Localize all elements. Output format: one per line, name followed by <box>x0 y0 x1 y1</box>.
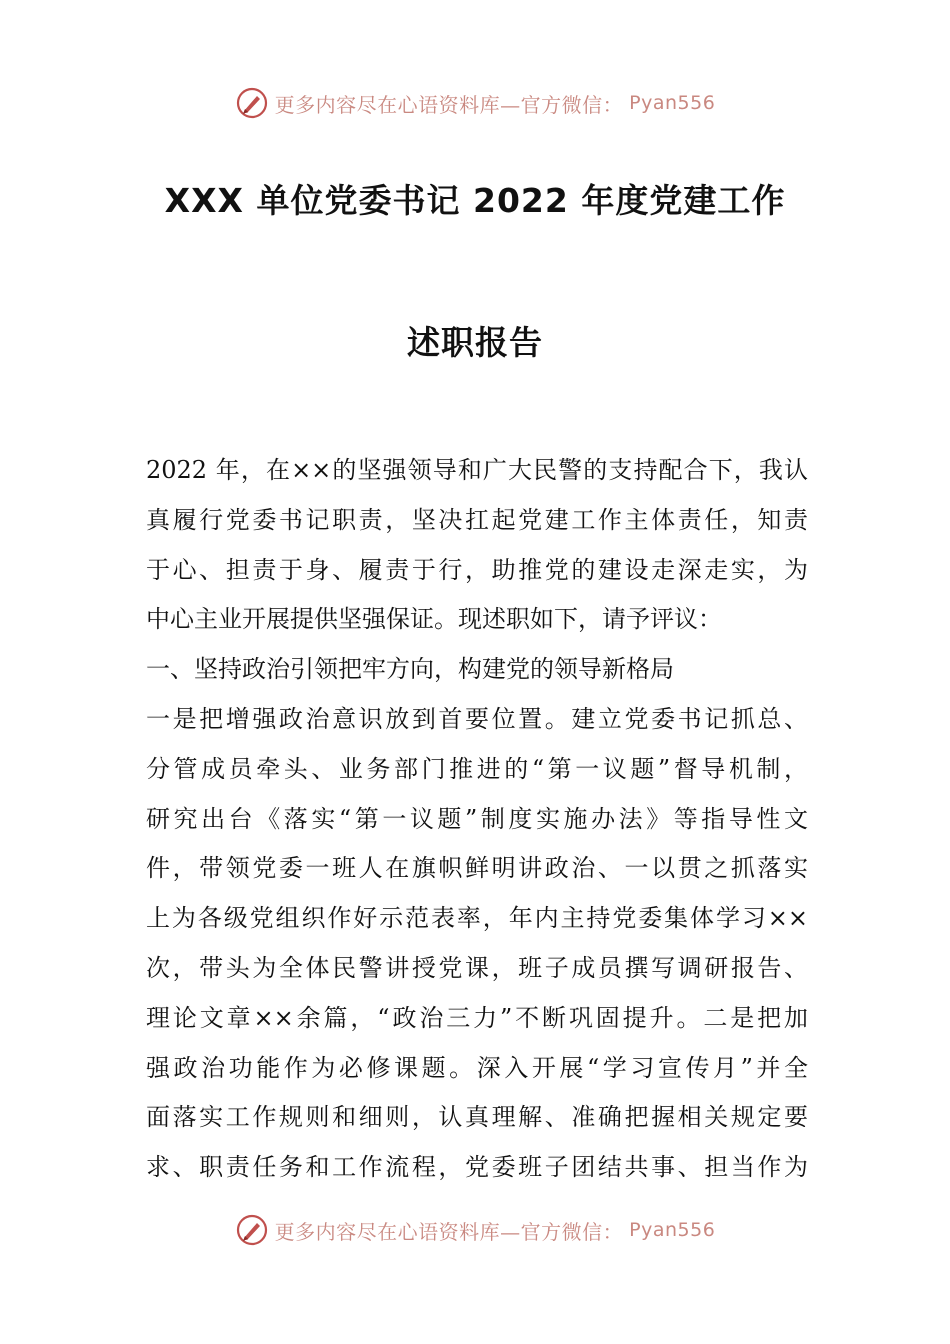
body-line: 研究出台《落实“第一议题”制度实施办法》等指导性文 <box>146 804 808 833</box>
body-line: 于心、担责于身、履责于行，助推党的建设走深走实，为 <box>146 555 808 584</box>
watermark-text: 更多内容尽在心语资料库—官方微信： <box>274 1219 624 1244</box>
body-line: 一是把增强政治意识放到首要位置。建立党委书记抓总、 <box>146 704 808 733</box>
section-heading: 一、坚持政治引领把牢方向，构建党的领导新格局 <box>146 655 674 684</box>
pen-logo-icon <box>235 86 269 120</box>
body-line: 中心主业开展提供坚强保证。现述职如下，请予评议： <box>146 605 722 634</box>
body-line: 分管成员牵头、业务部门推进的“第一议题”督导机制， <box>146 754 808 783</box>
body-line: 强政治功能作为必修课题。深入开展“学习宣传月”并全 <box>146 1053 808 1082</box>
pen-logo-icon <box>235 1213 269 1247</box>
body-line: 面落实工作规则和细则，认真理解、准确把握相关规定要 <box>146 1103 808 1132</box>
body-line: 2022 年，在××的坚强领导和广大民警的支持配合下，我认 <box>146 456 808 484</box>
watermark-header <box>0 83 950 123</box>
watermark-text: 更多内容尽在心语资料库—官方微信： <box>274 92 624 117</box>
body-line: 件，带领党委一班人在旗帜鲜明讲政治、一以贯之抓落实 <box>146 854 808 883</box>
watermark-contact: Pyan556 <box>629 1219 716 1241</box>
document-title-line-1: XXX 单位党委书记 2022 年度党建工作 <box>164 181 786 220</box>
body-line: 求、职责任务和工作流程，党委班子团结共事、担当作为 <box>146 1153 808 1182</box>
document-title-line-2: 述职报告 <box>407 323 543 362</box>
body-line: 真履行党委书记职责，坚决扛起党建工作主体责任，知责 <box>146 505 808 534</box>
watermark-contact: Pyan556 <box>629 92 716 114</box>
body-line: 次，带头为全体民警讲授党课，班子成员撰写调研报告、 <box>146 953 808 982</box>
watermark-footer <box>0 1210 950 1250</box>
body-line: 上为各级党组织作好示范表率，年内主持党委集体学习×× <box>146 904 808 933</box>
document-body <box>146 446 808 1193</box>
body-line: 理论文章××余篇，“政治三力”不断巩固提升。二是把加 <box>146 1003 808 1032</box>
